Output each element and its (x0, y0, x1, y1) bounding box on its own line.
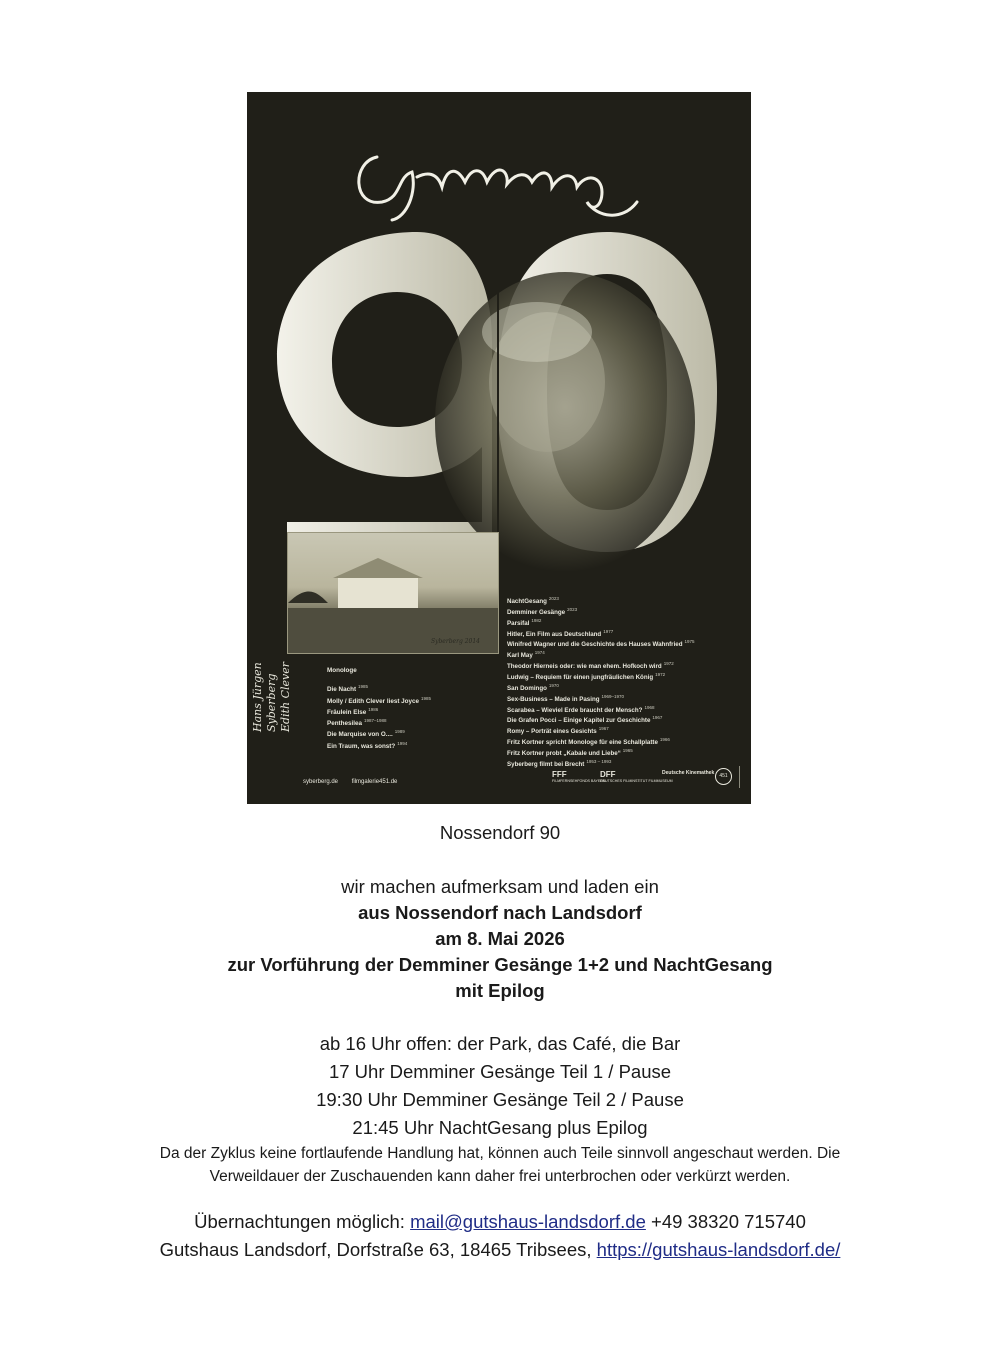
list-item: Die Marquise von O.... $^{1989}$ (327, 729, 405, 739)
schedule-line: 17 Uhr Demminer Gesänge Teil 1 / Pause (328, 1061, 672, 1082)
list-item: Winifred Wagner und die Geschichte des Hauses Wahnfried $^{1975}$ (507, 639, 695, 649)
dff-logo: DFF DEUTSCHES FILMINSTITUT FILMMUSEUM (600, 770, 673, 783)
link-filmgalerie: filmgalerie451.de (351, 779, 398, 785)
house-photo (287, 532, 499, 654)
event-poster (247, 92, 751, 804)
note-line: Verweildauer der Zuschauenden kann daher frei unterbrochen oder verkürzt werden. (209, 1168, 791, 1185)
kinemathek-logo: Deutsche Kinemathek (662, 770, 715, 776)
list-item: Hitler, Ein Film aus Deutschland $^{1977}$ (507, 628, 614, 638)
list-item: Syberberg filmt bei Brecht $^{1953 - 1993}$ (507, 758, 612, 768)
list-item: Fritz Kortner probt „Kabale und Liebe“ $^{1965}$ (507, 748, 633, 758)
list-item: Demminer Gesänge $^{2023}$ (507, 606, 578, 616)
website-link[interactable]: https://gutshaus-landsdorf.de/ (596, 1239, 841, 1260)
list-item: Ludwig – Requiem für einen jungfräulichen König $^{1972}$ (507, 672, 666, 682)
small-print-mark (738, 766, 742, 788)
note-line: Da der Zyklus keine fortlaufende Handlung hat, können auch Teile sinnvoll angeschaut werden. Die (159, 1145, 841, 1162)
list-item: San Domingo $^{1970}$ (507, 682, 559, 692)
schedule-line: ab 16 Uhr offen: der Park, das Café, die Bar (319, 1033, 681, 1054)
list-item: Ein Traum, was sonst? $^{1994}$ (327, 740, 408, 750)
intro-line: wir machen aufmerksam und laden ein (341, 876, 659, 897)
list-item: Romy – Porträt eines Gesichts $^{1967}$ (507, 726, 609, 736)
contact-line (0, 1208, 1000, 1236)
list-item: Fräulein Else $^{1986}$ (327, 706, 379, 716)
signature-line: Edith Clever (279, 661, 292, 732)
syberberg-signature (347, 132, 667, 222)
list-item: Penthesilea $^{1987-1988}$ (327, 718, 387, 728)
address-text: Gutshaus Landsdorf, Dorfstraße 63, 18465 Tribsees, (159, 1239, 597, 1260)
list-item: Scarabea – Wieviel Erde braucht der Mensch? $^{1968}$ (507, 704, 655, 714)
signature-line: Hans Jürgen Syberberg (251, 662, 278, 732)
poster-caption: Nossendorf 90 (439, 822, 561, 843)
list-item: Parsifal $^{1982}$ (507, 617, 542, 627)
poster-footer-links (303, 779, 409, 785)
schedule-line: 21:45 Uhr NachtGesang plus Epilog (352, 1117, 648, 1138)
headline-line: mit Epilog (455, 980, 545, 1001)
headline-line: zur Vorführung der Demminer Gesänge 1+2 und NachtGesang (227, 954, 773, 975)
list-item: Sex-Business – Made in Pasing $^{1969-1970}$ (507, 693, 625, 703)
headline-line: am 8. Mai 2026 (435, 928, 565, 949)
list-item: NachtGesang $^{2023}$ (507, 596, 559, 606)
fff-logo: FFF FILMFERNSEHFONDS BAYERN (552, 770, 606, 783)
invitation-text (0, 820, 1000, 1264)
manor-house-image (288, 533, 498, 653)
address-line (0, 1236, 1000, 1264)
phone-number: +49 38320 715740 (645, 1211, 806, 1232)
schedule-line: 19:30 Uhr Demminer Gesänge Teil 2 / Pause (316, 1089, 684, 1110)
list-item: Molly / Edith Clever liest Joyce $^{1985}$ (327, 695, 432, 705)
photo-signature: Syberberg 2014 (430, 638, 480, 645)
list-item: Die Grafen Pocci – Einige Kapitel zur Geschichte $^{1967}$ (507, 715, 663, 725)
list-item: Theodor Hierneis oder: wie man ehem. Hofkoch wird $^{1972}$ (507, 661, 674, 671)
list-item: Fritz Kortner spricht Monologe für eine Schallplatte $^{1966}$ (507, 737, 670, 747)
email-link[interactable]: mail@gutshaus-landsdorf.de (410, 1211, 646, 1232)
link-syberberg: syberberg.de (303, 779, 339, 785)
list-item: Karl May $^{1974}$ (507, 650, 545, 660)
headline-line: aus Nossendorf nach Landsdorf (358, 902, 642, 923)
film-list (507, 595, 737, 769)
sponsor-logos (552, 770, 742, 790)
monologe-heading: Monologe (327, 667, 357, 674)
monologe-list (327, 667, 497, 751)
contact-label: Übernachtungen möglich: (194, 1211, 411, 1232)
list-item: Die Nacht $^{1985}$ (327, 684, 369, 694)
filmgalerie-451-logo: 451 (715, 768, 732, 785)
vertical-signature (251, 612, 293, 732)
